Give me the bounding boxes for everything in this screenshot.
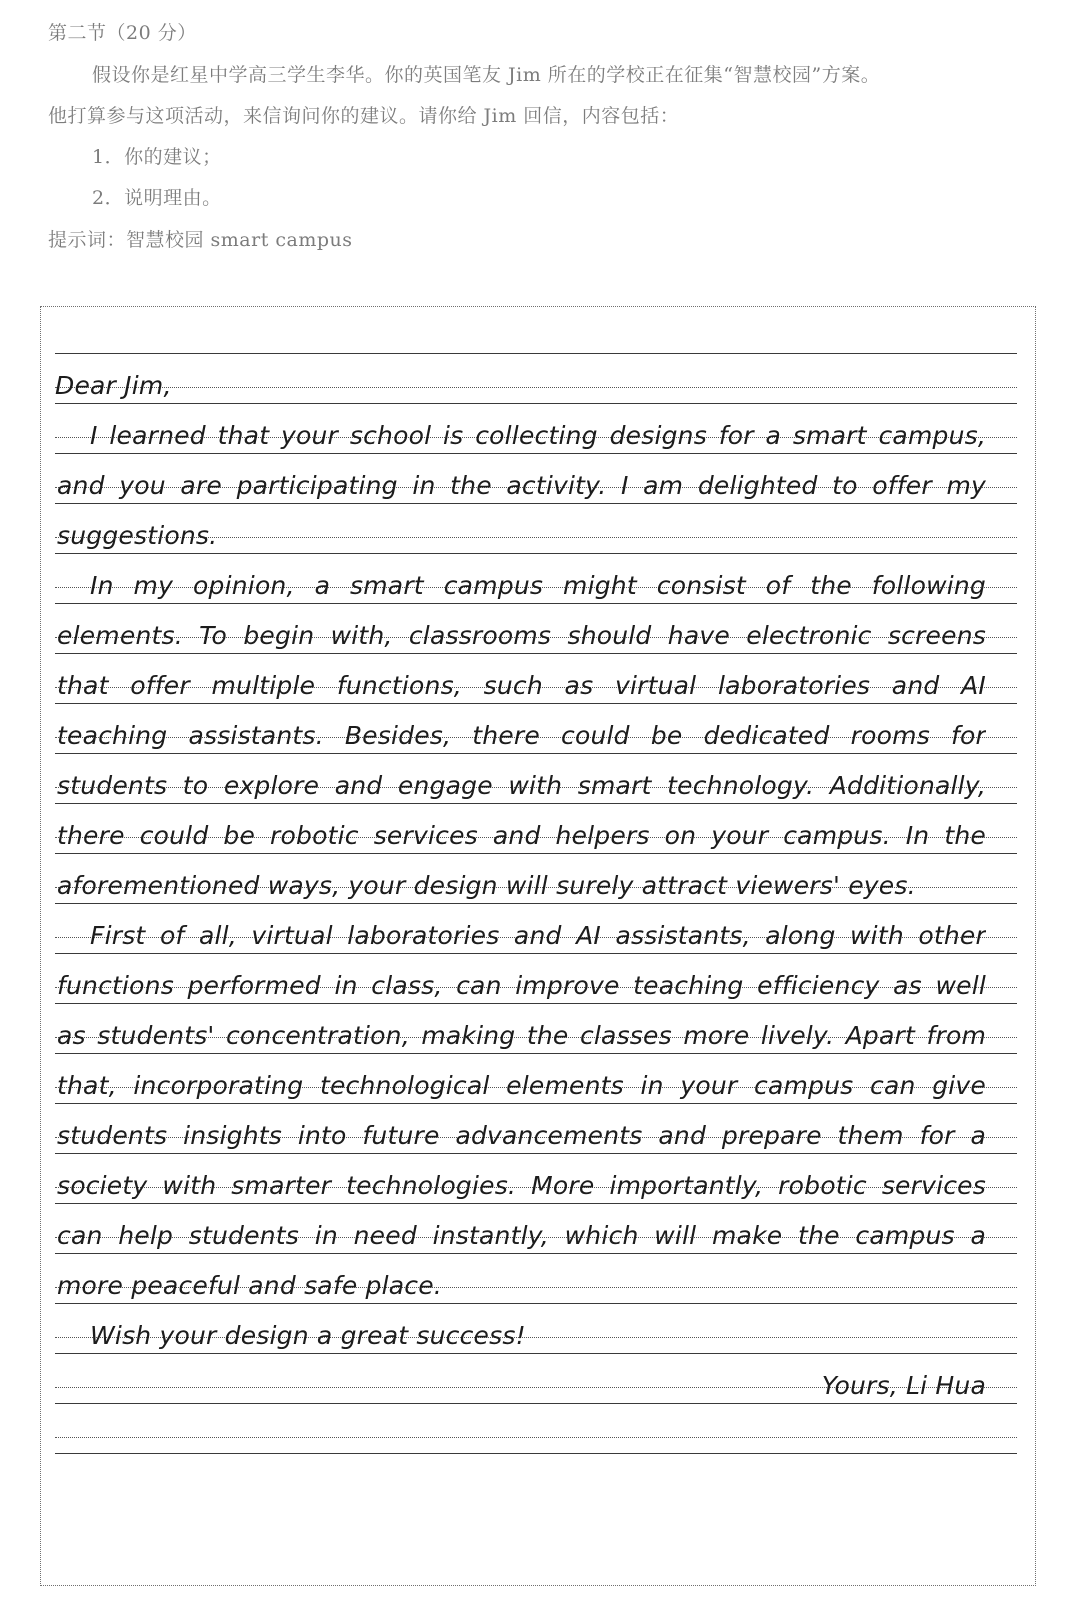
prompt-line-1: 假设你是红星中学高三学生李华。你的英国笔友 Jim 所在的学校正在征集“智慧校园”方案。 bbox=[92, 64, 881, 86]
baseline bbox=[55, 803, 1017, 804]
dotted-guide-line bbox=[55, 387, 1017, 388]
baseline bbox=[55, 703, 1017, 704]
baseline bbox=[55, 653, 1017, 654]
prompt-hint: 提示词：智慧校园 smart campus bbox=[48, 229, 353, 251]
section-title: 第二节（20 分） bbox=[48, 22, 197, 44]
letter-line: as students' concentration, making the classes more lively. Apart from bbox=[57, 1021, 986, 1050]
letter-line: that, incorporating technological elements in your campus can give bbox=[57, 1071, 986, 1100]
baseline bbox=[55, 1053, 1017, 1054]
prompt-item-2: 2．说明理由。 bbox=[92, 187, 222, 209]
letter-line: functions performed in class, can improve teaching efficiency as well bbox=[57, 971, 986, 1000]
letter-greeting: Dear Jim, bbox=[55, 371, 172, 400]
baseline bbox=[55, 1203, 1017, 1204]
baseline bbox=[55, 453, 1017, 454]
letter-line: I learned that your school is collecting designs for a smart campus, bbox=[90, 421, 986, 450]
letter-line: teaching assistants. Besides, there could be dedicated rooms for bbox=[57, 721, 986, 750]
letter-line: elements. To begin with, classrooms should have electronic screens bbox=[57, 621, 986, 650]
letter-line: and you are participating in the activity. I am delighted to offer my bbox=[57, 471, 986, 500]
baseline bbox=[55, 1303, 1017, 1304]
letter-line: more peaceful and safe place. bbox=[57, 1271, 442, 1300]
letter-line: students to explore and engage with smart technology. Additionally, bbox=[57, 771, 986, 800]
letter-line: that offer multiple functions, such as virtual laboratories and AI bbox=[57, 671, 986, 700]
letter-line: Wish your design a great success! bbox=[90, 1321, 526, 1350]
baseline bbox=[55, 603, 1017, 604]
baseline bbox=[55, 903, 1017, 904]
letter-line: In my opinion, a smart campus might consist of the following bbox=[90, 571, 986, 600]
baseline bbox=[55, 953, 1017, 954]
baseline bbox=[55, 1403, 1017, 1404]
baseline bbox=[55, 1153, 1017, 1154]
letter-line: First of all, virtual laboratories and AI assistants, along with other bbox=[90, 921, 986, 950]
baseline bbox=[55, 1003, 1017, 1004]
letter-line: aforementioned ways, your design will surely attract viewers' eyes. bbox=[57, 871, 916, 900]
letter-line: suggestions. bbox=[57, 521, 218, 550]
baseline bbox=[55, 503, 1017, 504]
letter-line: students insights into future advancements and prepare them for a bbox=[57, 1121, 986, 1150]
baseline bbox=[55, 1103, 1017, 1104]
baseline bbox=[55, 1253, 1017, 1254]
baseline bbox=[55, 853, 1017, 854]
letter-line: society with smarter technologies. More importantly, robotic services bbox=[57, 1171, 986, 1200]
baseline bbox=[55, 1353, 1017, 1354]
baseline bbox=[55, 353, 1017, 354]
baseline bbox=[55, 1453, 1017, 1454]
baseline bbox=[55, 553, 1017, 554]
baseline bbox=[55, 403, 1017, 404]
prompt-item-1: 1．你的建议； bbox=[92, 146, 222, 168]
letter-signature: Yours, Li Hua bbox=[821, 1371, 986, 1400]
dotted-guide-line bbox=[55, 1437, 1017, 1438]
baseline bbox=[55, 753, 1017, 754]
letter-line: there could be robotic services and helpers on your campus. In the bbox=[57, 821, 986, 850]
prompt-line-2: 他打算参与这项活动，来信询问你的建议。请你给 Jim 回信，内容包括： bbox=[48, 105, 680, 127]
letter-line: can help students in need instantly, which will make the campus a bbox=[57, 1221, 986, 1250]
